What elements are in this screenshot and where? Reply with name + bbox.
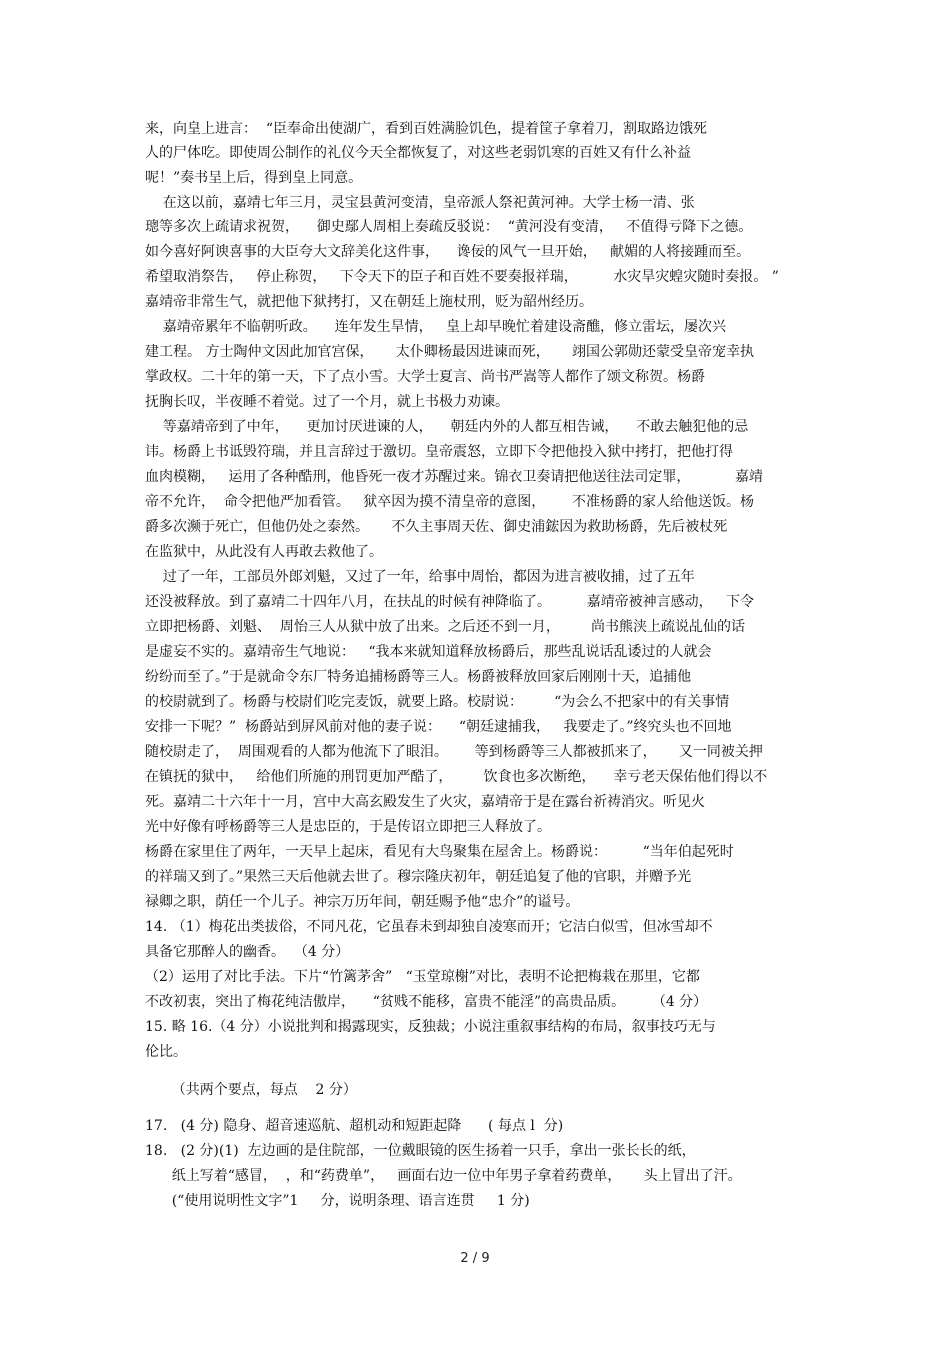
text-line: 14. （1）梅花出类拔俗，不同凡花，它虽春未到却独自凌寒而开；它洁白似雪，但冰雪却不: [145, 919, 713, 935]
text-line: 来，向皇上进言： “臣奉命出使湖广，看到百姓满脸饥色，提着筐子拿着刀，割取路边饿死: [145, 121, 708, 137]
text-line: 在这以前，嘉靖七年三月，灵宝县黄河变清，皇帝派人祭祀黄河神。大学士杨一清、张: [145, 195, 695, 211]
text-line: 的校尉就到了。杨爵与校尉们吃完麦饭，就要上路。校尉说： “为会么不把家中的有关事情: [145, 694, 730, 710]
text-line: 嘉靖帝累年不临朝听政。 连年发生旱情， 皇上却早晚忙着建设斋醮，修立雷坛，屡次兴: [145, 319, 726, 335]
text-line: 抚胸长叹，半夜睡不着觉。过了一个月，就上书极力劝谏。: [145, 394, 509, 410]
text-line: 随校尉走了， 周围观看的人都为他流下了眼泪。 等到杨爵等三人都被抓来了， 又一同被关押: [145, 744, 763, 760]
text-line: 血肉模糊， 运用了各种酷刑，他昏死一夜才苏醒过来。锦衣卫奏请把他送往法司定罪， 嘉靖: [145, 469, 763, 485]
text-line: 是虚妄不实的。嘉靖帝生气地说： “我本来就知道释放杨爵后，那些乱说话乱诿过的人就会: [145, 644, 712, 660]
text-line: 立即把杨爵、刘魁、 周怡三人从狱中放了出来。之后还不到一月， 尚书熊浃上疏说乩仙的话: [145, 619, 746, 635]
text-line: 17. (4 分) 隐身、超音速巡航、超机动和短距起降 ( 每点 l 分): [145, 1118, 564, 1134]
text-line: （2）运用了对比手法。下片“竹篱茅舍” “玉堂琼榭”对比，表明不论把梅栽在那里，它都: [145, 969, 700, 985]
text-line: 安排一下呢？” 杨爵站到屏风前对他的妻子说： “朝廷逮捕我， 我要走了。”终究头也不回地: [145, 719, 732, 735]
text-line: 呢！”奏书呈上后，得到皇上同意。: [145, 170, 363, 186]
page-number: 2 / 9: [460, 1251, 490, 1266]
text-line: 在镇抚的狱中， 给他们所施的刑罚更加严酷了， 饮食也多次断绝， 幸亏老天保佑他们得以不: [145, 769, 768, 785]
text-line: 帝不允许， 命令把他严加看管。 狱卒因为摸不清皇帝的意图， 不准杨爵的家人给他送饭。杨: [145, 494, 754, 510]
text-line: 在监狱中，从此没有人再敢去救他了。: [145, 544, 383, 560]
text-line: 伦比。: [145, 1044, 187, 1060]
text-line: 18. (2 分)(1) 左边画的是住院部，一位戴眼镜的医生扬着一只手，拿出一张长长的纸，: [145, 1143, 696, 1159]
text-line: 璁等多次上疏请求祝贺， 御史鄢人周相上奏疏反驳说： “黄河没有变清， 不值得亏降下之德。: [145, 219, 753, 235]
text-line: 如今喜好阿谀喜事的大臣夸大文辞美化这件事， 谗佞的风气一旦开始， 献媚的人将接踵而至。: [145, 244, 751, 260]
text-line: 禄卿之职，荫任一个儿子。神宗万历年间，朝廷赐予他“忠介”的谥号。: [145, 894, 580, 910]
text-line: 的祥瑞又到了。”果然三天后他就去世了。穆宗隆庆初年，朝廷追复了他的官职，并赠予光: [145, 869, 692, 885]
text-line: 具备它那醉人的幽香。 （4 分）: [145, 944, 350, 960]
text-line: 死。嘉靖二十六年十一月，宫中大高玄殿发生了火灾，嘉靖帝于是在露台祈祷消灾。听见火: [145, 794, 705, 810]
text-line: 纸上写着“感冒， ，和“药费单”， 画面右边一位中年男子拿着药费单， 头上冒出了汗。: [145, 1168, 742, 1184]
text-line: 建工程。 方士陶仲文因此加官宫保， 太仆卿杨最因进谏而死， 翊国公郭勋还蒙受皇帝宠幸执: [145, 344, 754, 360]
text-line: 讳。杨爵上书诋毁符瑞，并且言辞过于激切。皇帝震怒，立即下令把他投入狱中拷打，把他打得: [145, 444, 733, 460]
text-line: 等嘉靖帝到了中年， 更加讨厌进谏的人， 朝廷内外的人都互相告诫， 不敢去触犯他的忌: [145, 419, 749, 435]
text-line: 人的尸体吃。即使周公制作的礼仪今天全都恢复了，对这些老弱饥寒的百姓又有什么补益: [145, 145, 691, 161]
text-line: 掌政权。二十年的第一天，下了点小雪。大学士夏言、尚书严嵩等人都作了颂文称贺。杨爵: [145, 369, 705, 385]
text-line: 还没被释放。到了嘉靖二十四年八月，在扶乩的时候有神降临了。 嘉靖帝被神言感动， 下令: [145, 594, 754, 610]
text-line: (“使用说明性文字”1 分，说明条理、语言连贯 1 分): [145, 1193, 530, 1209]
text-line: 15. 略 16.（4 分）小说批判和揭露现实，反独裁；小说注重叙事结构的布局，叙事技巧无与: [145, 1019, 716, 1035]
text-line: 不改初衷，突出了梅花纯洁傲岸， “贫贱不能移，富贵不能淫”的高贵品质。 （4 分）: [145, 994, 708, 1010]
text-line: 希望取消祭告， 停止称贺， 下令天下的臣子和百姓不要奏报祥瑞， 水灾旱灾蝗灾随时奏报。 ”: [145, 269, 779, 285]
text-line: 过了一年，工部员外郎刘魁，又过了一年，给事中周怡，都因为进言被收捕，过了五年: [145, 569, 695, 585]
text-line: 嘉靖帝非常生气，就把他下狱拷打，又在朝廷上施杖刑，贬为韶州经历。: [145, 294, 593, 310]
text-line: 光中好像有呼杨爵等三人是忠臣的，于是传诏立即把三人释放了。: [145, 819, 551, 835]
text-line: 杨爵在家里住了两年，一天早上起床，看见有大鸟聚集在屋舍上。杨爵说： “当年伯起死时: [145, 844, 734, 860]
text-line: 爵多次濒于死亡，但他仍处之泰然。 不久主事周天佐、御史浦鋐因为救助杨爵，先后被杖死: [145, 519, 728, 535]
text-line: （共两个要点，每点 2 分）: [145, 1082, 357, 1098]
text-line: 纷纷而至了。”于是就命令东厂特务追捕杨爵等三人。杨爵被释放回家后刚刚十天，追捕他: [145, 669, 692, 685]
